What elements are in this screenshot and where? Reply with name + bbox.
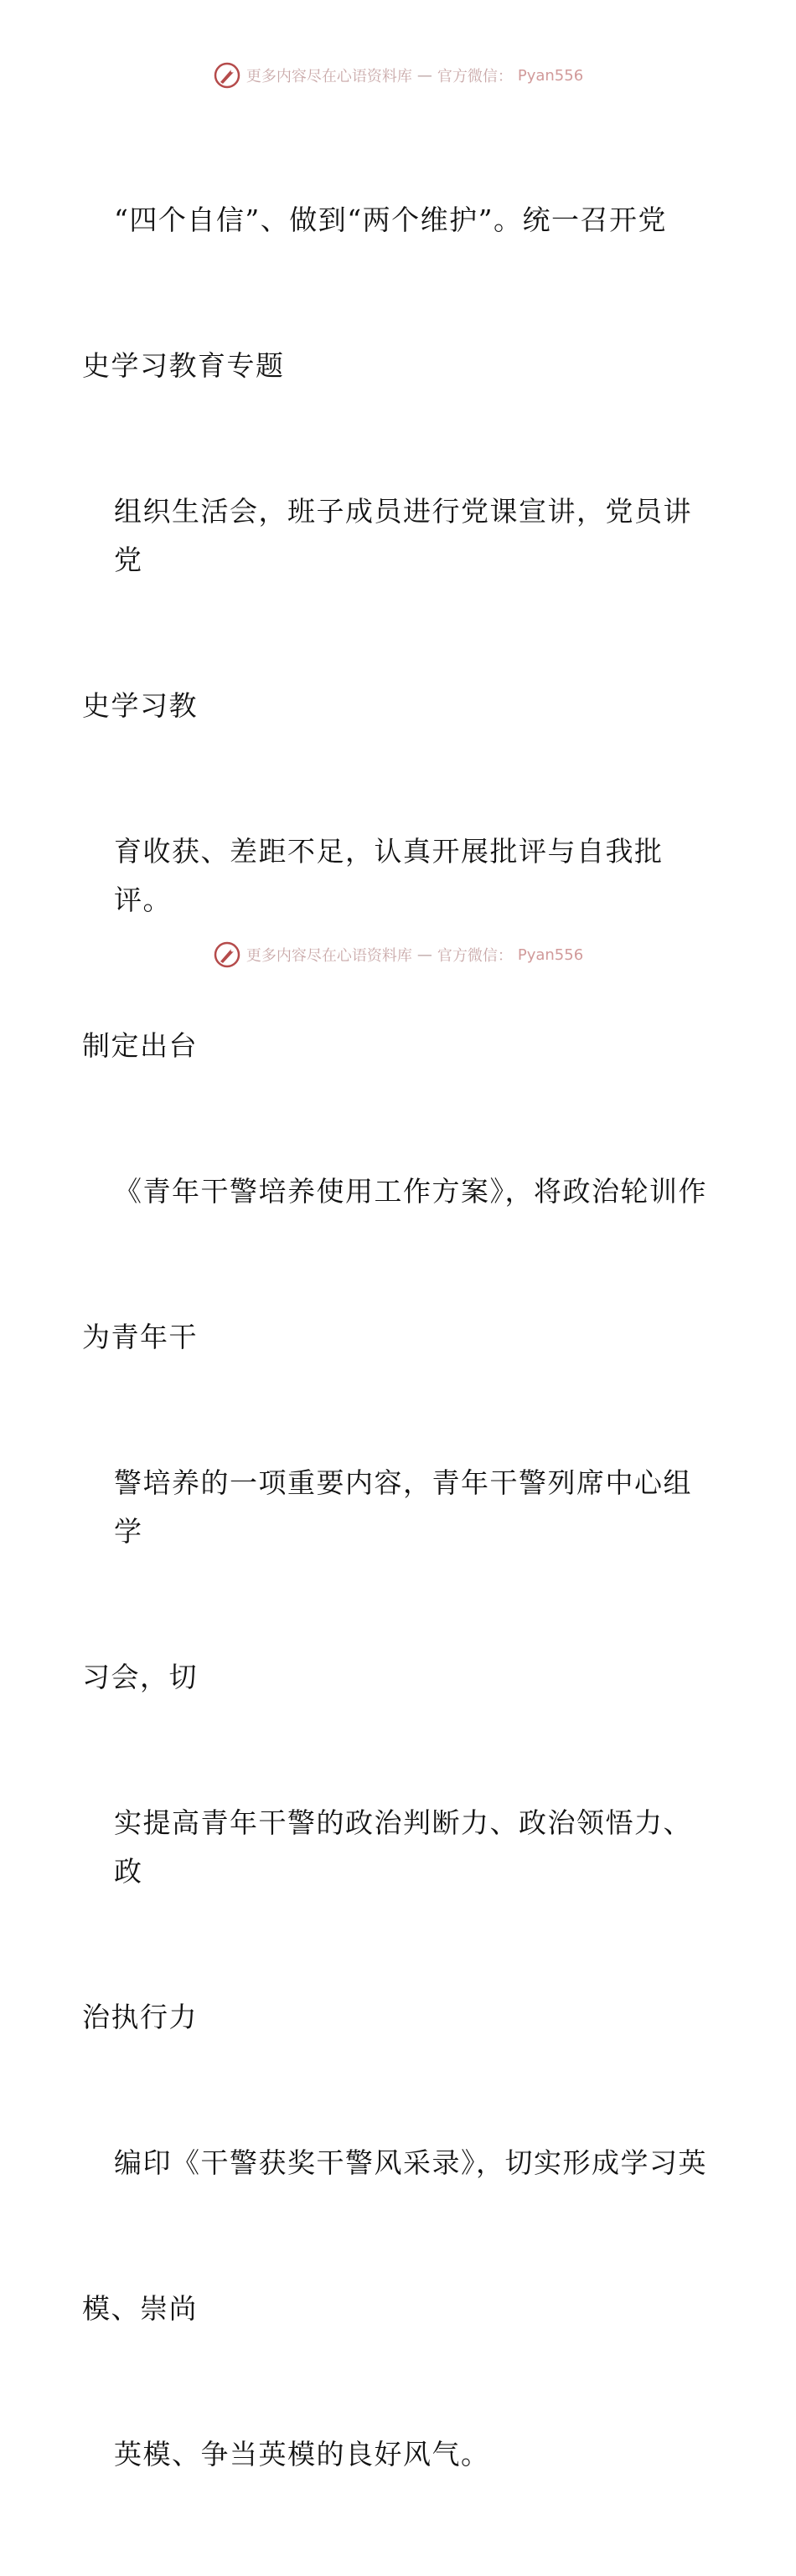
- text-line: 警培养的一项重要内容，青年干警列席中心组学: [114, 1466, 692, 1548]
- header-watermark: [0, 59, 796, 92]
- document-body: [82, 99, 719, 2576]
- watermark-text: 更多内容尽在心语资料库: [246, 947, 412, 965]
- text-line: 史学习教育专题: [82, 349, 285, 382]
- watermark-label: 官方微信：: [437, 68, 513, 85]
- footer-watermark: [0, 938, 796, 971]
- watermark-handle: Pyan556: [517, 66, 584, 85]
- watermark-separator: —: [416, 945, 432, 964]
- text-line: “四个自信”、做到“两个维护”。统一召开党: [114, 204, 667, 236]
- text-line: 育收获、差距不足，认真开展批评与自我批评。: [114, 835, 664, 916]
- text-line: 史学习教: [82, 689, 198, 722]
- pen-nib-logo-icon: [213, 940, 241, 969]
- text-line: 治执行力: [82, 2001, 198, 2033]
- text-line: 英模、争当英模的良好风气。: [114, 2438, 490, 2470]
- text-line: 组织生活会，班子成员进行党课宣讲，党员讲党: [114, 495, 692, 576]
- text-line: 模、崇尚: [82, 2292, 198, 2325]
- pen-nib-logo-icon: [213, 61, 241, 90]
- text-line: 为青年干: [82, 1321, 198, 1353]
- text-line: 实提高青年干警的政治判断力、政治领悟力、政: [114, 1806, 692, 1888]
- text-line: 习会，切: [82, 1661, 198, 1693]
- paragraph: [82, 99, 719, 2576]
- watermark-separator: —: [416, 66, 432, 85]
- watermark-handle: Pyan556: [517, 945, 584, 964]
- watermark-label: 官方微信：: [437, 947, 513, 965]
- watermark-text: 更多内容尽在心语资料库: [246, 68, 412, 85]
- text-line: 制定出台: [82, 1029, 198, 1062]
- text-line: 编印《干警获奖干警风采录》，切实形成学习英: [114, 2146, 707, 2179]
- text-line: 《青年干警培养使用工作方案》，将政治轮训作: [114, 1175, 707, 1208]
